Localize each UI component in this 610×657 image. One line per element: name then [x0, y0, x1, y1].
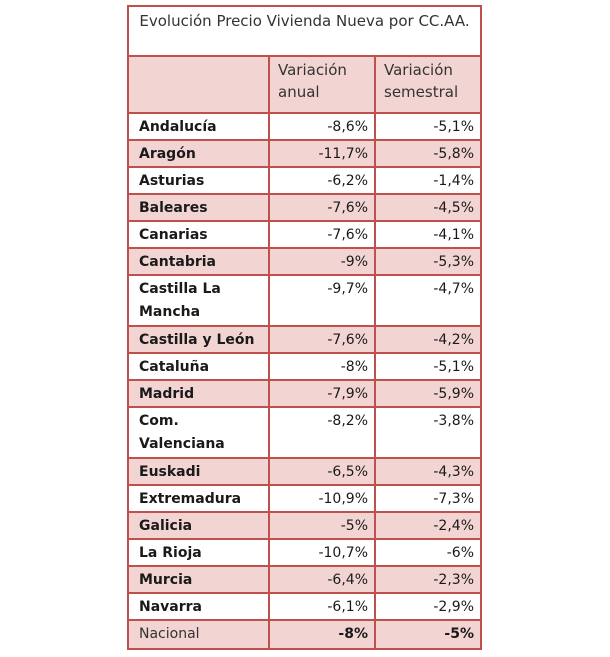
header-row: [129, 57, 480, 114]
region-cell: Asturias: [129, 168, 270, 193]
semestral-cell: -2,4%: [433, 518, 474, 534]
table-title: Evolución Precio Vivienda Nueva por CC.AA.: [129, 7, 480, 57]
region-cell: Cataluña: [129, 354, 270, 379]
total-row: [129, 621, 480, 648]
total-region-cell: Nacional: [129, 621, 270, 648]
table-row: [129, 141, 480, 168]
semestral-cell: -5,3%: [433, 254, 474, 270]
region-cell: Cantabria: [129, 249, 270, 274]
total-semestral-cell: -5%: [444, 626, 474, 642]
region-cell: Navarra: [129, 594, 270, 619]
anual-cell: -9,7%: [270, 276, 376, 325]
semestral-cell: -4,3%: [433, 464, 474, 480]
anual-cell: -10,7%: [270, 540, 376, 565]
anual-cell: -7,6%: [270, 327, 376, 352]
semestral-cell: -3,8%: [433, 413, 474, 429]
table-row: [129, 114, 480, 141]
price-table: [127, 5, 482, 650]
header-anual: Variación anual: [270, 57, 376, 112]
anual-cell: -7,6%: [270, 195, 376, 220]
anual-cell: -6,4%: [270, 567, 376, 592]
semestral-cell: -4,5%: [433, 200, 474, 216]
total-anual-cell: -8%: [270, 621, 376, 648]
anual-cell: -8,6%: [270, 114, 376, 139]
semestral-cell: -2,3%: [433, 572, 474, 588]
table-row: [129, 327, 480, 354]
region-cell: Castilla La Mancha: [129, 276, 270, 325]
region-cell: Aragón: [129, 141, 270, 166]
anual-cell: -6,1%: [270, 594, 376, 619]
anual-cell: -6,5%: [270, 459, 376, 484]
semestral-cell: -4,2%: [433, 332, 474, 348]
region-cell: Baleares: [129, 195, 270, 220]
region-cell: Galicia: [129, 513, 270, 538]
semestral-cell: -4,1%: [433, 227, 474, 243]
table-row: [129, 408, 480, 459]
semestral-cell: -5,9%: [433, 386, 474, 402]
anual-cell: -9%: [270, 249, 376, 274]
header-semestral: Variación semestral: [384, 61, 459, 101]
region-cell: La Rioja: [129, 540, 270, 565]
region-cell: Murcia: [129, 567, 270, 592]
semestral-cell: -5,8%: [433, 146, 474, 162]
anual-cell: -6,2%: [270, 168, 376, 193]
semestral-cell: -5,1%: [433, 359, 474, 375]
table-row: [129, 168, 480, 195]
semestral-cell: -4,7%: [433, 281, 474, 297]
table-row: [129, 381, 480, 408]
semestral-cell: -6%: [446, 545, 474, 561]
region-cell: Madrid: [129, 381, 270, 406]
semestral-cell: -5,1%: [433, 119, 474, 135]
region-cell: Castilla y León: [129, 327, 270, 352]
table-row: [129, 459, 480, 486]
region-cell: Andalucía: [129, 114, 270, 139]
header-region: [129, 57, 270, 112]
anual-cell: -7,6%: [270, 222, 376, 247]
anual-cell: -11,7%: [270, 141, 376, 166]
table-row: [129, 594, 480, 621]
anual-cell: -5%: [270, 513, 376, 538]
region-cell: Extremadura: [129, 486, 270, 511]
table-row: [129, 513, 480, 540]
anual-cell: -7,9%: [270, 381, 376, 406]
anual-cell: -8%: [270, 354, 376, 379]
region-cell: Euskadi: [129, 459, 270, 484]
anual-cell: -10,9%: [270, 486, 376, 511]
semestral-cell: -2,9%: [433, 599, 474, 615]
table-row: [129, 354, 480, 381]
semestral-cell: -1,4%: [433, 173, 474, 189]
table-row: [129, 276, 480, 327]
table-row: [129, 222, 480, 249]
anual-cell: -8,2%: [270, 408, 376, 457]
table-row: [129, 567, 480, 594]
table-row: [129, 249, 480, 276]
semestral-cell: -7,3%: [433, 491, 474, 507]
region-cell: Com. Valenciana: [129, 408, 270, 457]
table-row: [129, 540, 480, 567]
table-row: [129, 195, 480, 222]
table-row: [129, 486, 480, 513]
region-cell: Canarias: [129, 222, 270, 247]
